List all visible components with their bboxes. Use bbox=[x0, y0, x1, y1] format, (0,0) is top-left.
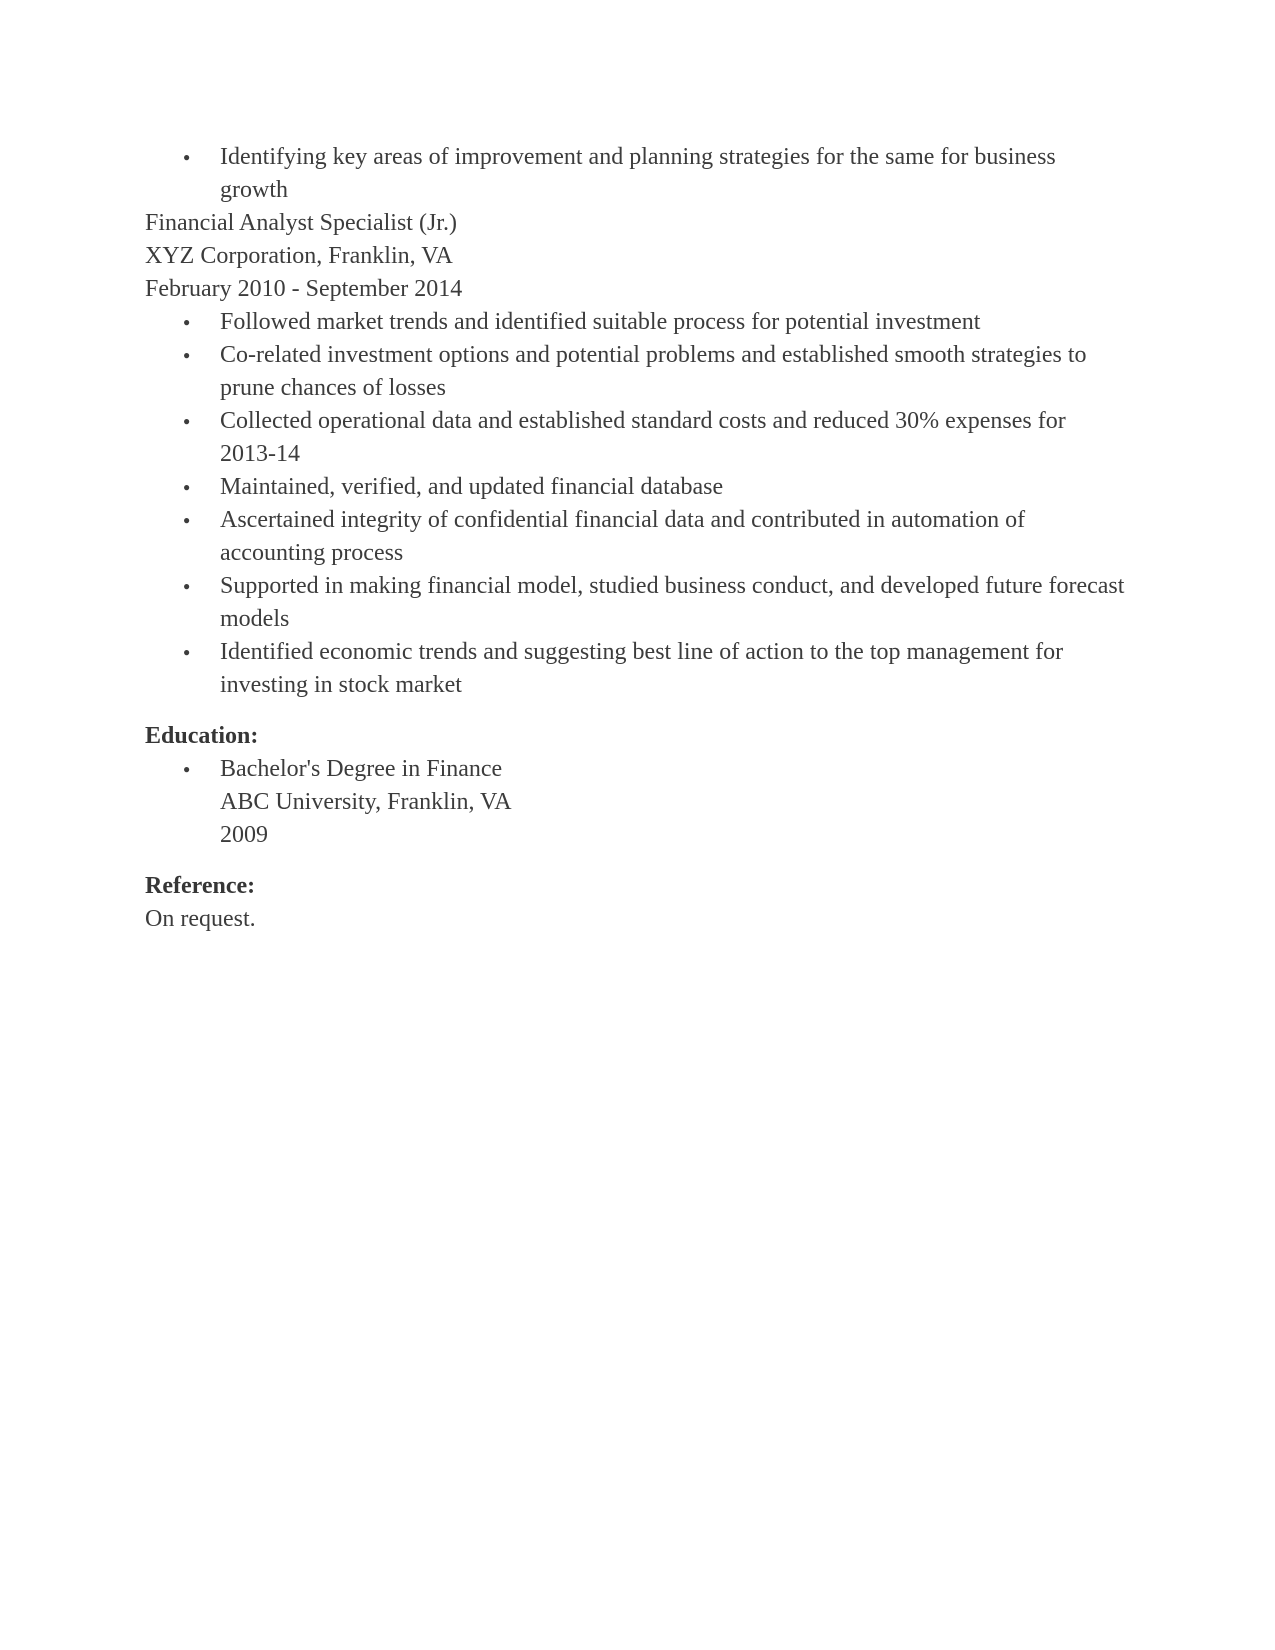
bullet-icon: ● bbox=[183, 348, 191, 362]
job-header bbox=[145, 207, 1125, 306]
experience-bullet-list bbox=[145, 306, 1125, 702]
experience-bullet-text: Supported in making financial model, studied business conduct, and developed future forecast models bbox=[220, 573, 1125, 632]
list-item bbox=[145, 141, 1125, 207]
experience-bullet-text: Maintained, verified, and updated financial database bbox=[220, 474, 724, 500]
job-title: Financial Analyst Specialist (Jr.) bbox=[145, 210, 457, 236]
bullet-icon: ● bbox=[183, 579, 191, 593]
reference-heading: Reference: bbox=[145, 873, 256, 899]
education-heading: Education: bbox=[145, 723, 259, 749]
list-item bbox=[145, 339, 1125, 405]
experience-bullet-text: Collected operational data and established standard costs and reduced 30% expenses for 2013-14 bbox=[220, 408, 1066, 467]
intro-bullet-list bbox=[145, 141, 1125, 207]
education-entry bbox=[220, 753, 1125, 852]
list-item bbox=[145, 306, 1125, 339]
experience-bullet-text: Identified economic trends and suggesting best line of action to the top management for investing in stock market bbox=[220, 639, 1064, 698]
bullet-icon: ● bbox=[183, 645, 191, 659]
experience-bullet-text: Co-related investment options and potential problems and established smooth strategies to prune chances of losses bbox=[220, 342, 1087, 401]
bullet-icon: ● bbox=[183, 480, 191, 494]
bullet-icon: ● bbox=[183, 150, 191, 164]
reference-text: On request. bbox=[145, 906, 256, 932]
list-item bbox=[145, 504, 1125, 570]
bullet-icon: ● bbox=[183, 513, 191, 527]
education-year: 2009 bbox=[220, 822, 268, 848]
experience-bullet-text: Followed market trends and identified suitable process for potential investment bbox=[220, 309, 981, 335]
job-company: XYZ Corporation, Franklin, VA bbox=[145, 243, 453, 269]
bullet-icon: ● bbox=[183, 315, 191, 329]
list-item bbox=[145, 570, 1125, 636]
experience-bullet-text: Ascertained integrity of confidential financial data and contributed in automation of accounting process bbox=[220, 507, 1026, 566]
list-item bbox=[145, 471, 1125, 504]
education-degree: Bachelor's Degree in Finance bbox=[220, 756, 503, 782]
education-school: ABC University, Franklin, VA bbox=[220, 789, 512, 815]
bullet-icon: ● bbox=[183, 762, 191, 776]
intro-bullet-text: Identifying key areas of improvement and planning strategies for the same for business growth bbox=[220, 144, 1056, 203]
bullet-icon: ● bbox=[183, 414, 191, 428]
document-content bbox=[145, 141, 1125, 936]
education-bullet-list bbox=[145, 753, 1125, 852]
list-item bbox=[145, 405, 1125, 471]
list-item bbox=[145, 636, 1125, 702]
list-item bbox=[145, 753, 1125, 852]
job-dates: February 2010 - September 2014 bbox=[145, 276, 463, 302]
